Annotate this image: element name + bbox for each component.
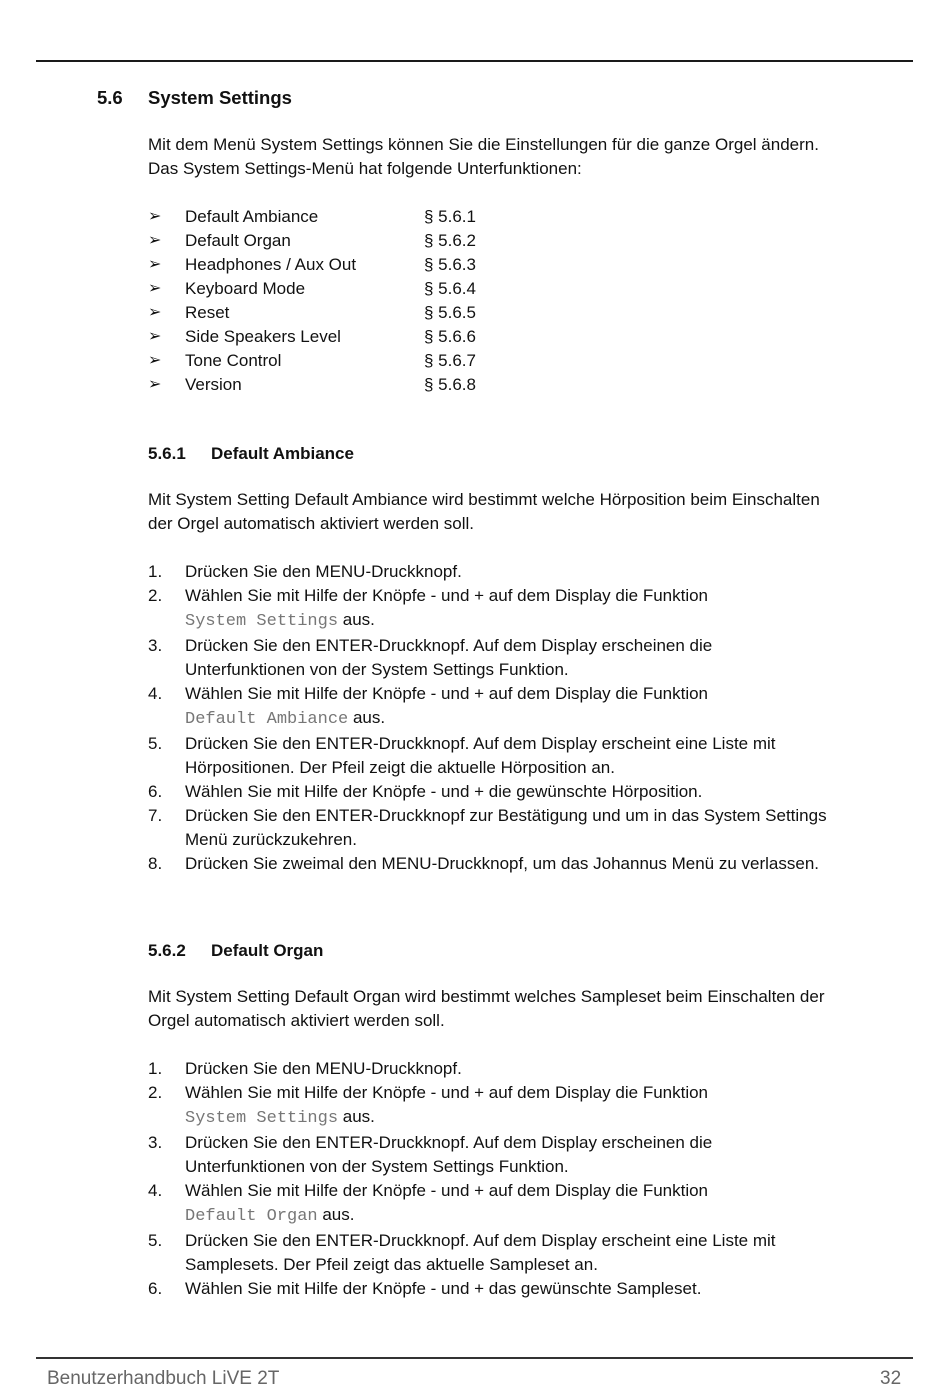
display-function-name: Default Ambiance [185, 710, 349, 729]
arrow-bullet-icon: ➢ [148, 232, 162, 249]
section-title: System Settings [148, 87, 292, 108]
subsection-intro: Mit System Setting Default Organ wird bestimmt welches Sampleset beim Einschalten der Orgel automatisch aktiviert werden soll. [148, 987, 825, 1030]
arrow-bullet-icon: ➢ [148, 208, 162, 225]
step-number: 6. [148, 782, 163, 801]
step-text: Drücken Sie den ENTER-Druckknopf. Auf dem Display erscheint eine Liste mit Hörpositionen. Der Pfeil zeigt die aktuelle Hörposition an. [185, 734, 776, 777]
step-text: Wählen Sie mit Hilfe der Knöpfe - und + das gewünschte Sampleset. [185, 1279, 702, 1298]
submenu-label: Side Speakers Level [185, 327, 341, 346]
list-item [148, 732, 828, 780]
footer-rule [36, 1357, 913, 1359]
submenu-ref: § 5.6.1 [424, 207, 476, 226]
step-number: 7. [148, 806, 163, 825]
step-number: 2. [148, 586, 163, 605]
footer-title: Benutzerhandbuch LiVE 2T [47, 1368, 280, 1389]
step-number: 3. [148, 636, 163, 655]
submenu-ref: § 5.6.8 [424, 375, 476, 394]
step-text-suffix: aus. [317, 1205, 355, 1224]
subsection-intro: Mit System Setting Default Ambiance wird bestimmt welche Hörposition beim Einschalten der Orgel automatisch aktiviert werden soll. [148, 490, 820, 533]
step-text-suffix: aus. [338, 610, 375, 629]
submenu-label: Default Ambiance [185, 207, 319, 226]
step-number: 2. [148, 1083, 163, 1102]
submenu-ref: § 5.6.3 [424, 255, 476, 274]
submenu-label: Version [185, 375, 242, 394]
list-item [148, 852, 828, 876]
step-text: Wählen Sie mit Hilfe der Knöpfe - und + auf dem Display die Funktion [185, 684, 709, 703]
step-number: 4. [148, 1181, 163, 1200]
display-function-name: Default Organ [185, 1207, 318, 1226]
step-text: Drücken Sie den MENU-Druckknopf. [185, 562, 462, 581]
arrow-bullet-icon: ➢ [148, 328, 162, 345]
subsection-heading [148, 941, 323, 961]
step-text-suffix: aus. [348, 708, 386, 727]
step-number: 8. [148, 854, 163, 873]
list-item [148, 1277, 828, 1301]
arrow-bullet-icon: ➢ [148, 376, 162, 393]
arrow-bullet-icon: ➢ [148, 280, 162, 297]
list-item [148, 1229, 828, 1277]
step-text: Drücken Sie zweimal den MENU-Druckknopf, um das Johannus Menü zu verlassen. [185, 854, 819, 873]
step-text: Drücken Sie den ENTER-Druckknopf zur Bestätigung und um in das System Settings Menü zurückzukehren. [185, 806, 827, 849]
step-text: Wählen Sie mit Hilfe der Knöpfe - und + die gewünschte Hörposition. [185, 782, 703, 801]
step-text: Drücken Sie den ENTER-Druckknopf. Auf dem Display erscheinen die Unterfunktionen von der System Settings Funktion. [185, 1133, 713, 1176]
submenu-ref: § 5.6.7 [424, 351, 476, 370]
display-function-name: System Settings [185, 1109, 339, 1128]
subsection-number: 5.6.1 [148, 444, 186, 463]
step-text: Drücken Sie den ENTER-Druckknopf. Auf dem Display erscheinen die Unterfunktionen von der System Settings Funktion. [185, 636, 713, 679]
list-item [148, 1131, 828, 1179]
step-number: 5. [148, 1231, 163, 1250]
arrow-bullet-icon: ➢ [148, 256, 162, 273]
submenu-label: Default Organ [185, 231, 291, 250]
submenu-label: Keyboard Mode [185, 279, 306, 298]
list-item [148, 682, 828, 732]
list-item [148, 1179, 828, 1229]
step-number: 1. [148, 562, 163, 581]
submenu-label: Reset [185, 303, 230, 322]
header-rule [36, 60, 913, 62]
subsection-number: 5.6.2 [148, 941, 186, 960]
step-number: 4. [148, 684, 163, 703]
section-intro: Mit dem Menü System Settings können Sie die Einstellungen für die ganze Orgel ändern. Das System Settings-Menü hat folgende Unterfunktionen: [148, 135, 819, 178]
submenu-ref: § 5.6.2 [424, 231, 476, 250]
section-number: 5.6 [97, 87, 123, 108]
submenu-ref: § 5.6.6 [424, 327, 476, 346]
submenu-label: Headphones / Aux Out [185, 255, 357, 274]
steps-list [148, 1057, 828, 1301]
submenu-ref: § 5.6.5 [424, 303, 476, 322]
subsection-title: Default Organ [211, 941, 324, 960]
list-item [148, 634, 828, 682]
step-text: Wählen Sie mit Hilfe der Knöpfe - und + auf dem Display die Funktion [185, 1083, 709, 1102]
step-text: Drücken Sie den ENTER-Druckknopf. Auf dem Display erscheint eine Liste mit Samplesets. Der Pfeil zeigt das aktuelle Sampleset an. [185, 1231, 776, 1274]
subsection-title: Default Ambiance [211, 444, 354, 463]
subsection-heading [148, 444, 354, 464]
display-function-name: System Settings [185, 612, 339, 631]
list-item [148, 1057, 828, 1081]
list-item [148, 1081, 828, 1131]
arrow-bullet-icon: ➢ [148, 304, 162, 321]
step-number: 6. [148, 1279, 163, 1298]
step-number: 3. [148, 1133, 163, 1152]
step-text-suffix: aus. [338, 1107, 375, 1126]
step-number: 1. [148, 1059, 163, 1078]
list-item [148, 560, 828, 584]
list-item [148, 804, 828, 852]
arrow-bullet-icon: ➢ [148, 352, 162, 369]
submenu-ref: § 5.6.4 [424, 279, 476, 298]
submenu-label: Tone Control [185, 351, 282, 370]
list-item [148, 584, 828, 634]
step-text: Wählen Sie mit Hilfe der Knöpfe - und + auf dem Display die Funktion [185, 1181, 709, 1200]
steps-list [148, 560, 828, 876]
list-item [148, 780, 828, 804]
page-number: 32 [880, 1368, 902, 1389]
section-heading [97, 87, 292, 109]
step-text: Wählen Sie mit Hilfe der Knöpfe - und + auf dem Display die Funktion [185, 586, 709, 605]
step-number: 5. [148, 734, 163, 753]
step-text: Drücken Sie den MENU-Druckknopf. [185, 1059, 462, 1078]
